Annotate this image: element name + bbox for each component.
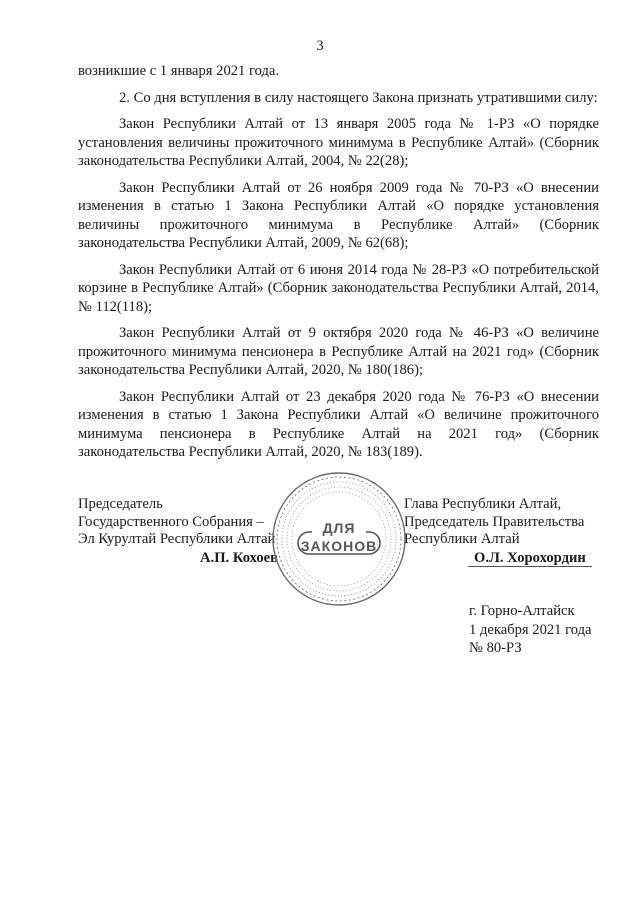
- signature-left-title-line: Эл Курултай Республики Алтай: [78, 531, 276, 547]
- signature-left-title-line: Председатель: [78, 496, 163, 512]
- paragraph-continuation: возникшие с 1 января 2021 года.: [78, 63, 280, 79]
- page-number: 3: [316, 38, 324, 54]
- signature-left-title-line: Государственного Собрания –: [78, 513, 264, 530]
- document-body: [78, 62, 599, 470]
- paragraph-law-2020-dec: Закон Республики Алтай от 23 декабря 2020 года № 76-РЗ «О внесении изменения в статью 1 Закона Республики Алтай «О величине прожиточного минимума пенсионера в Республике Алтай на 2021 год» (Сборник законодательства Республики Алтай, 2020, № 183(189).: [78, 388, 599, 460]
- signature-block-left: [78, 496, 288, 549]
- signature-right-name-wrap: [474, 550, 586, 567]
- paragraph-law-2020-oct: Закон Республики Алтай от 9 октября 2020 года № 46-РЗ «О величине прожиточного минимума пенсионера в Республике Алтай на 2021 год» (Сборник законодательства Республики Алтай, 2020, № 180(186);: [78, 325, 599, 378]
- paragraph-law-2005: Закон Республики Алтай от 13 января 2005 года № 1-РЗ «О порядке установления величины прожиточного минимума в Республике Алтай» (Сборник законодательства Республики Алтай, 2004, № 22(28);: [78, 116, 599, 169]
- stamp-text-line2: ЗАКОНОВ: [300, 538, 378, 554]
- signature-right-title-line: Республики Алтай: [404, 531, 520, 547]
- signature-block-right: [404, 496, 604, 549]
- signature-right-title-line: Председатель Правительства: [404, 513, 585, 530]
- stamp-text-line1: ДЛЯ: [322, 520, 356, 536]
- signature-right-name: О.Л. Хорохордин: [474, 550, 586, 566]
- paragraph-law-2014: Закон Республики Алтай от 6 июня 2014 года № 28-РЗ «О потребительской корзине в Республике Алтай» (Сборник законодательства Республики Алтай, 2014, № 112(118);: [78, 261, 599, 315]
- paragraph-repeal-clause: 2. Со дня вступления в силу настоящего Закона признать утратившими силу:: [119, 89, 598, 106]
- place-of-signing: г. Горно-Алтайск: [469, 603, 575, 619]
- signature-left-name: А.П. Кохоев: [200, 550, 279, 566]
- paragraph-law-2009: Закон Республики Алтай от 26 ноября 2009 года № 70-РЗ «О внесении изменения в статью 1 Закона Республики Алтай «О порядке установления величины прожиточного минимума в Республике Алтай» (Сборник законодательства Республики Алтай, 2009, № 62(68);: [78, 179, 599, 251]
- place-and-date-block: [469, 602, 592, 658]
- date-of-signing: 1 декабря 2021 года: [469, 621, 592, 638]
- signature-line: [468, 566, 592, 567]
- signature-right-title-line: Глава Республики Алтай,: [404, 496, 562, 512]
- law-number: № 80-РЗ: [469, 640, 522, 656]
- stamp-seal: [268, 468, 410, 610]
